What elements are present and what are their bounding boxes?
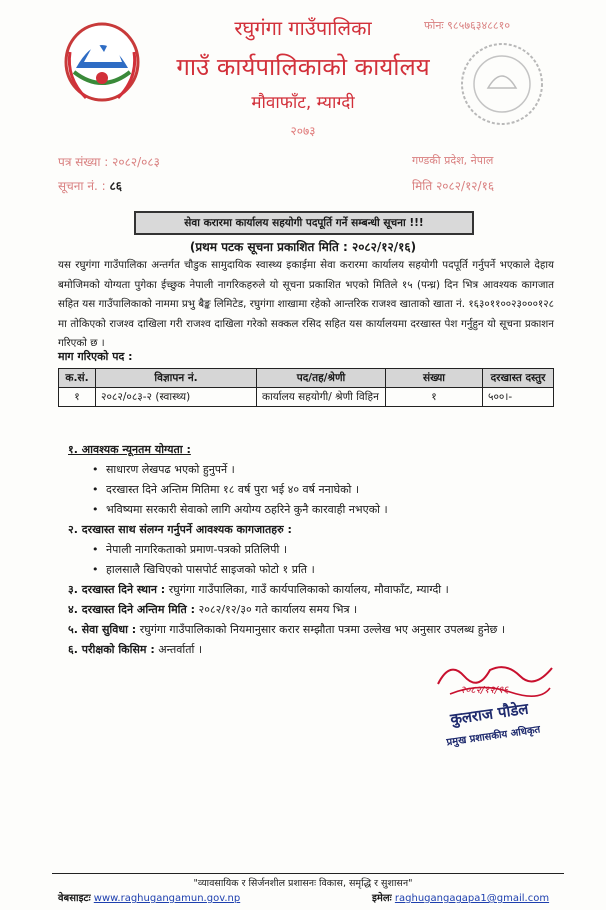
col-sn: क.सं.	[59, 369, 96, 388]
cell-sn: १	[59, 388, 96, 407]
list-item: • भविष्यमा सरकारी सेवाको लागि अयोग्य ठहरिने कुनै कारवाही नभएको ।	[106, 500, 558, 520]
email-label: इमेलः	[372, 893, 392, 904]
notice-subtitle: (प्रथम पटक सूचना प्रकाशित मिति : २०८२/१२/१६)	[189, 240, 417, 254]
list-item: • हालसालै खिचिएको पासपोर्ट साइजको फोटो १ प्रति ।	[106, 560, 558, 580]
col-count: संख्या	[386, 369, 483, 388]
letter-number-label: पत्र संख्या :	[58, 155, 109, 169]
established-year: २०७३	[290, 124, 316, 138]
notice-body: यस रघुगंगा गाउँपालिका अन्तर्गत चौडुक सामुदायिक स्वास्थ्य इकाईमा सेवा करारमा कार्यालय सहयोगी पदपूर्ति गर्नुपर्ने भएकाले देहाय बमोजिमको योग्यता पुगेका ईच्छुक नेपाली नागरिकहरुले यो सूचना प्रकाशित भएको मितिले १५ (पन्ध्र) दिन भित्र आवश्यक कागजात सहित यस गाउँपालिकाको नाममा प्रभु बैङ्क लिमिटेड, रघुगंगा शाखामा रहेको आन्तरिक राजश्व खाताको खाता नं. १६३०११००२३०००१२८ मा तोकिएको राजश्व दाखिला गरी राजश्व दाखिला गरेको सक्कल रसिद सहित यस कार्यालयमा दरखास्त पेश गर्नुहुन यो सूचना प्रकाशन गरिएको छ ।	[58, 259, 554, 349]
qualification-title: १. आवश्यक न्यूनतम योग्यता :	[68, 443, 191, 456]
vacancy-table	[58, 368, 554, 407]
conditions-list	[68, 440, 558, 660]
letter-number-value: २०८२/०८३	[112, 155, 160, 169]
col-post: पद/तह/श्रेणी	[257, 369, 386, 388]
municipality-name: रघुगंगा गाउँपालिका	[234, 16, 372, 40]
office-location: मौवाफाँट, म्याग्दी	[251, 93, 355, 113]
apply-place-value: रघुगंगा गाउँपालिका, गाउँ कार्यपालिकाको कार्यालय, मौवाफाँट, म्याग्दी ।	[168, 583, 449, 596]
requested-posts-label: माग गरिएको पद :	[58, 350, 133, 363]
list-item: • नेपाली नागरिकताको प्रमाण-पत्रको प्रतिलिपी ।	[106, 540, 558, 560]
table-header-row	[59, 369, 554, 388]
date-value: २०८२/१२/१६	[436, 179, 495, 193]
exam-type-label: ६. परीक्षको किसिम :	[68, 643, 155, 656]
notice-number-value: ८६	[109, 179, 122, 193]
email-link[interactable]: raghugangagapa1@gmail.com	[394, 893, 550, 904]
cell-post: कार्यालय सहयोगी/ श्रेणी विहिन	[257, 388, 386, 407]
table-row	[59, 388, 554, 407]
signatory-designation: प्रमुख प्रशासकीय अधिकृत	[445, 724, 541, 749]
website-link[interactable]: www.raghugangamun.gov.np	[93, 893, 241, 904]
notice-number	[58, 177, 122, 194]
cell-fee: ५००।-	[483, 388, 554, 407]
col-advert-no: विज्ञापन नं.	[96, 369, 257, 388]
apply-place-label: ३. दरखास्त दिने स्थान :	[68, 583, 166, 596]
phone-number: फोनः ९८५७६३४८८१०	[424, 19, 511, 32]
deadline-label: ४. दरखास्त दिने अन्तिम मिति :	[68, 603, 196, 616]
notice-date	[412, 177, 494, 194]
benefits-label: ५. सेवा सुविधा :	[68, 623, 137, 636]
notice-title: सेवा करारमा कार्यालय सहयोगी पदपूर्ति गर्ने सम्बन्धी सूचना !!!	[134, 211, 474, 235]
list-item: • दरखास्त दिने अन्तिम मितिमा १८ वर्ष पुरा भई ४० वर्ष ननाघेको ।	[106, 480, 558, 500]
date-label: मिति	[412, 179, 433, 193]
list-item: • साधारण लेखपढ भएको हुनुपर्ने ।	[106, 460, 558, 480]
website-label: वेबसाइटः	[58, 893, 91, 904]
notice-number-label: सूचना नं. :	[58, 179, 106, 193]
signature-date: २०८२/१२/१६	[460, 685, 509, 696]
signature-block	[420, 654, 570, 774]
cell-advert-no: २०८२/०८३-२ (स्वास्थ्य)	[96, 388, 257, 407]
office-name: गाउँ कार्यपालिकाको कार्यालय	[176, 53, 430, 81]
signatory-name: कुलराज पौडेल	[449, 699, 530, 729]
deadline-value: २०८२/१२/३० गते कार्यालय समय भित्र ।	[198, 603, 358, 616]
footer-slogan: "व्यावसायिक र सिर्जनशील प्रशासनः विकास, समृद्धि र सुशासन"	[193, 878, 413, 889]
letter-number	[58, 153, 160, 170]
benefits-value: रघुगंगा गाउँपालिकाको नियमानुसार करार सम्झौता पत्रमा उल्लेख भए अनुसार उपलब्ध हुनेछ ।	[139, 623, 506, 636]
footer-divider	[52, 873, 564, 874]
exam-type-value: अन्तर्वार्ता ।	[158, 643, 203, 656]
cell-count: १	[386, 388, 483, 407]
col-fee: दरखास्त दस्तुर	[483, 369, 554, 388]
province: गण्डकी प्रदेश, नेपाल	[412, 154, 494, 167]
documents-title: २. दरखास्त साथ संलग्न गर्नुपर्ने आवश्यक कागजातहरु :	[68, 523, 292, 536]
footer-email	[372, 890, 549, 904]
footer-website	[58, 890, 240, 904]
